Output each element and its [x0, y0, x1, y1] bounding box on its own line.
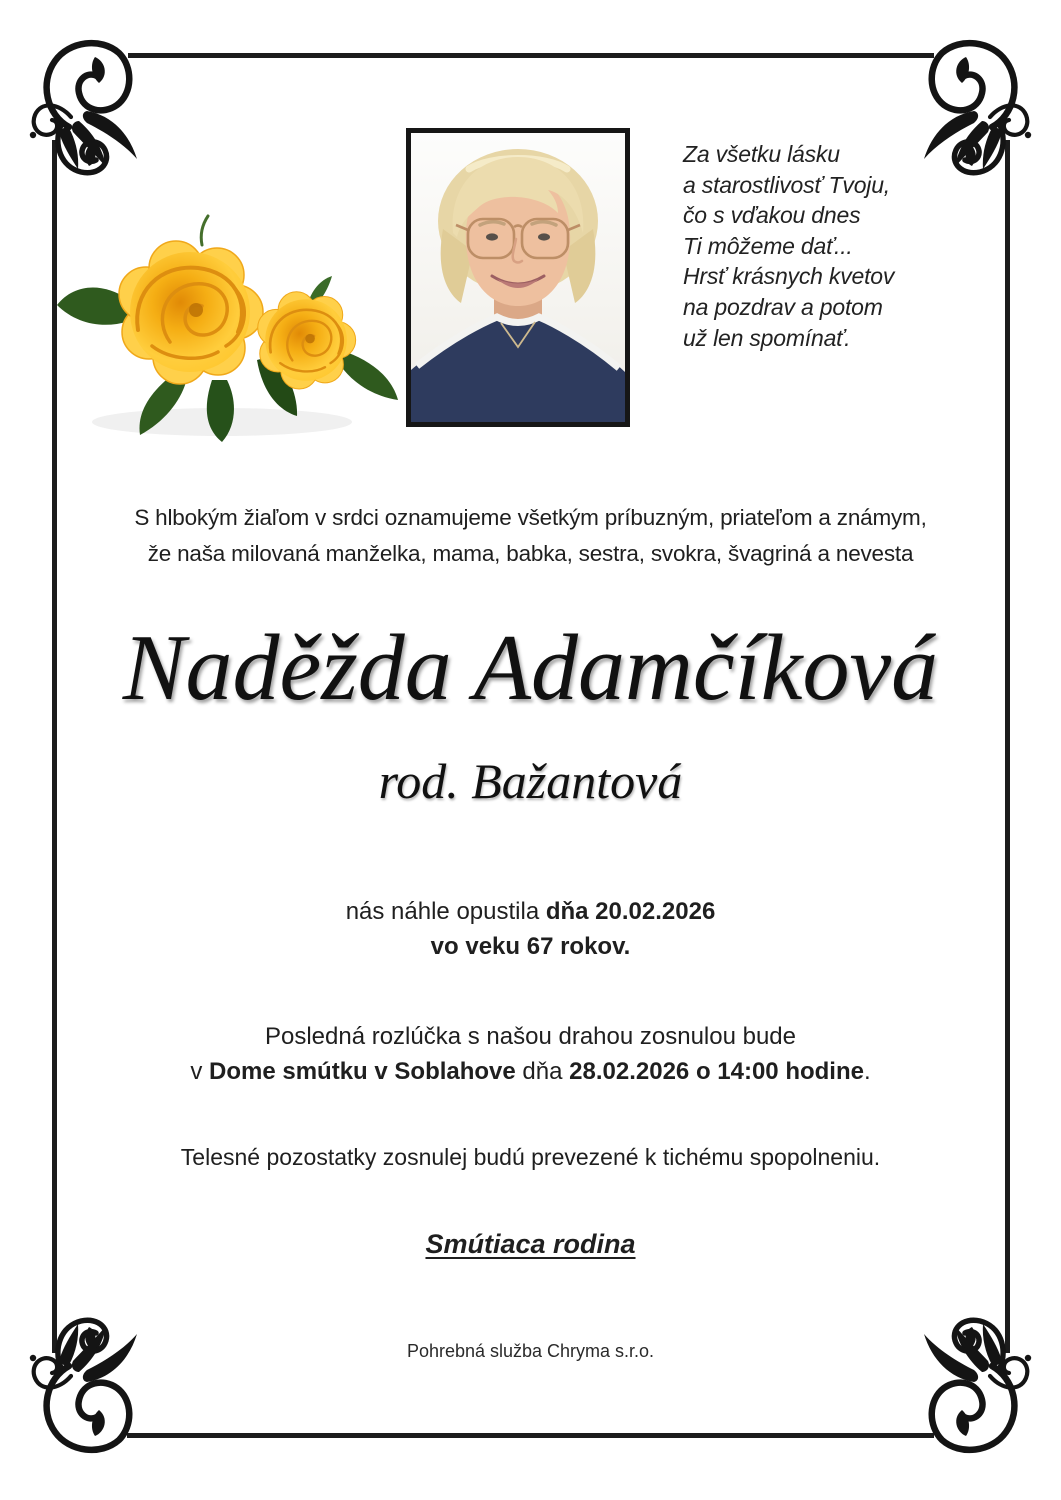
flourish-icon	[920, 1316, 1032, 1462]
yellow-roses-image	[52, 210, 402, 448]
verse-line: a starostlivosť Tvoju,	[683, 171, 890, 198]
announcement-line-2: že naša milovaná manželka, mama, babka, sestra, svokra, švagriná a nevesta	[147, 541, 914, 566]
verse-line: Ti môžeme dať...	[683, 232, 853, 259]
verse-line: Za všetku lásku	[683, 141, 840, 167]
farewell-suffix: .	[863, 1058, 871, 1085]
death-date: dňa 20.02.2026	[545, 898, 716, 925]
flourish-icon	[29, 31, 141, 177]
announcement	[0, 500, 1061, 572]
death-info	[0, 894, 1061, 964]
verse-line: už len spomínať.	[683, 324, 851, 351]
maiden-name: rod. Bažantová	[378, 753, 683, 809]
death-prefix: nás náhle opustila	[345, 898, 546, 925]
memorial-verse	[683, 139, 894, 353]
frame-border-top	[128, 53, 934, 58]
farewell-line-2	[0, 1054, 1061, 1089]
deceased-name: Naděžda Adamčíková	[122, 616, 939, 720]
flourish-icon	[920, 31, 1032, 177]
death-age-line	[0, 929, 1061, 964]
verse-line: čo s vďakou dnes	[683, 202, 861, 229]
announcement-line-1: S hlbokým žiaľom v srdci oznamujeme všetkým príbuzným, priateľom a známym,	[134, 505, 927, 530]
farewell-prefix: v	[190, 1058, 210, 1085]
farewell-info	[0, 1019, 1061, 1089]
family-signature: Smútiaca rodina	[425, 1229, 636, 1259]
funeral-service-footer: Pohrebná služba Chryma s.r.o.	[406, 1341, 655, 1361]
corner-ornament-top-left	[29, 31, 141, 177]
frame-border-bottom	[127, 1433, 934, 1438]
farewell-place: Dome smútku v Soblahove	[209, 1058, 516, 1085]
farewell-line-1: Posledná rozlúčka s našou drahou zosnulou bude	[264, 1023, 797, 1050]
flourish-icon	[29, 1316, 141, 1462]
farewell-mid: dňa	[515, 1058, 570, 1085]
cremation-notice: Telesné pozostatky zosnulej budú prevezené k tichému spopolneniu.	[180, 1144, 881, 1170]
corner-ornament-bottom-right	[920, 1316, 1032, 1462]
verse-line: na pozdrav a potom	[683, 293, 883, 320]
verse-line: Hrsť krásnych kvetov	[683, 263, 895, 290]
corner-ornament-top-right	[920, 31, 1032, 177]
farewell-datetime: 28.02.2026 o 14:00 hodine	[569, 1058, 864, 1085]
portrait-photo	[406, 128, 630, 427]
corner-ornament-bottom-left	[29, 1316, 141, 1462]
death-age: vo veku 67 rokov.	[430, 933, 631, 960]
death-date-line	[0, 894, 1061, 929]
